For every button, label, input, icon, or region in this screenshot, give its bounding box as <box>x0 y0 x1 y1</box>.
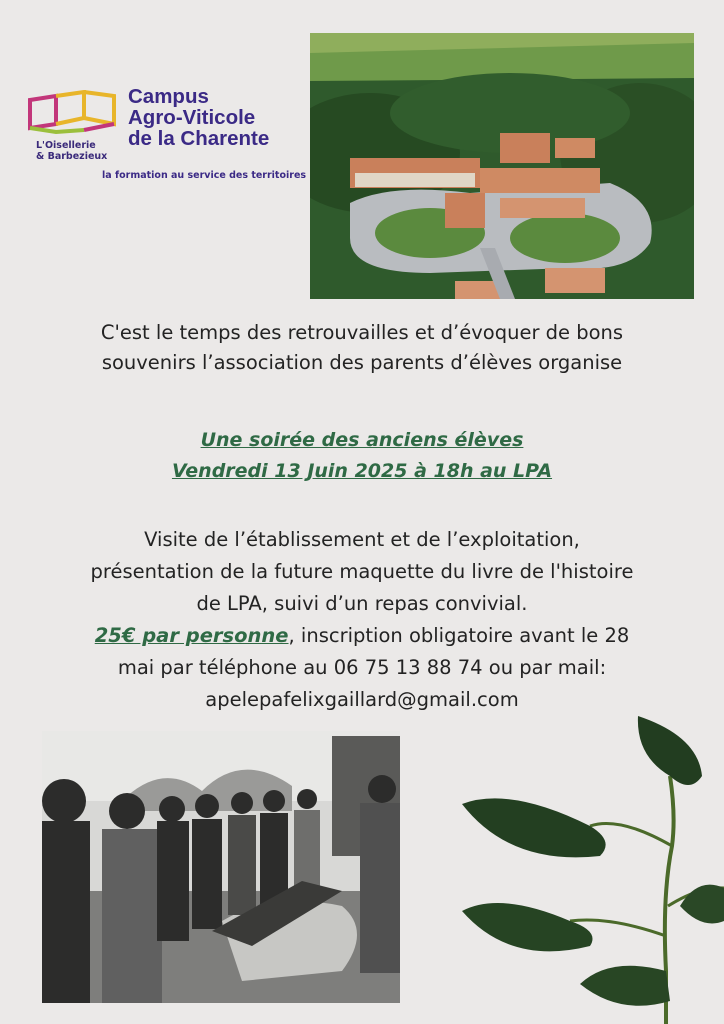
logo-subtitle <box>36 140 107 162</box>
intro-line: C'est le temps des retrouvailles et d’évoquer de bons <box>100 321 624 344</box>
details-line: Visite de l’établissement et de l’exploitation, <box>144 528 580 551</box>
leaf-decoration <box>440 716 724 1024</box>
logo-subtitle-line2: & Barbezieux <box>36 151 108 162</box>
logo-mark-icon <box>26 90 118 140</box>
contact-email[interactable]: apelepafelixgaillard@gmail.com <box>205 688 519 711</box>
event-date: Vendredi 13 Juin 2025 à 18h au LPA <box>171 460 553 482</box>
details-line: mai par téléphone au 06 75 13 88 74 ou par mail: <box>117 656 607 679</box>
event-title: Une soirée des anciens élèves <box>200 429 524 451</box>
intro-line: souvenirs l’association des parents d’élèves organise <box>101 351 623 374</box>
logo-tagline: la formation au service des territoires <box>102 170 307 181</box>
campus-logo <box>26 86 306 186</box>
logo-title <box>128 86 269 149</box>
event-heading <box>30 425 694 487</box>
price-line <box>30 620 694 652</box>
logo-title-line1: Campus <box>128 85 209 108</box>
details-line: présentation de la future maquette du livre de l'histoire <box>90 560 634 583</box>
registration-text: , inscription obligatoire avant le 28 <box>288 624 630 647</box>
campus-aerial-photo <box>310 33 694 299</box>
event-details <box>30 524 694 716</box>
logo-subtitle-line1: L'Oisellerie <box>36 140 96 151</box>
intro-paragraph <box>30 318 694 378</box>
details-line: de LPA, suivi d’un repas convivial. <box>196 592 528 615</box>
price-text: 25€ par personne <box>94 624 289 647</box>
logo-title-line2: Agro-Viticole <box>128 106 256 129</box>
logo-title-line3: de la Charente <box>128 127 270 150</box>
archive-students-photo <box>42 731 400 1003</box>
